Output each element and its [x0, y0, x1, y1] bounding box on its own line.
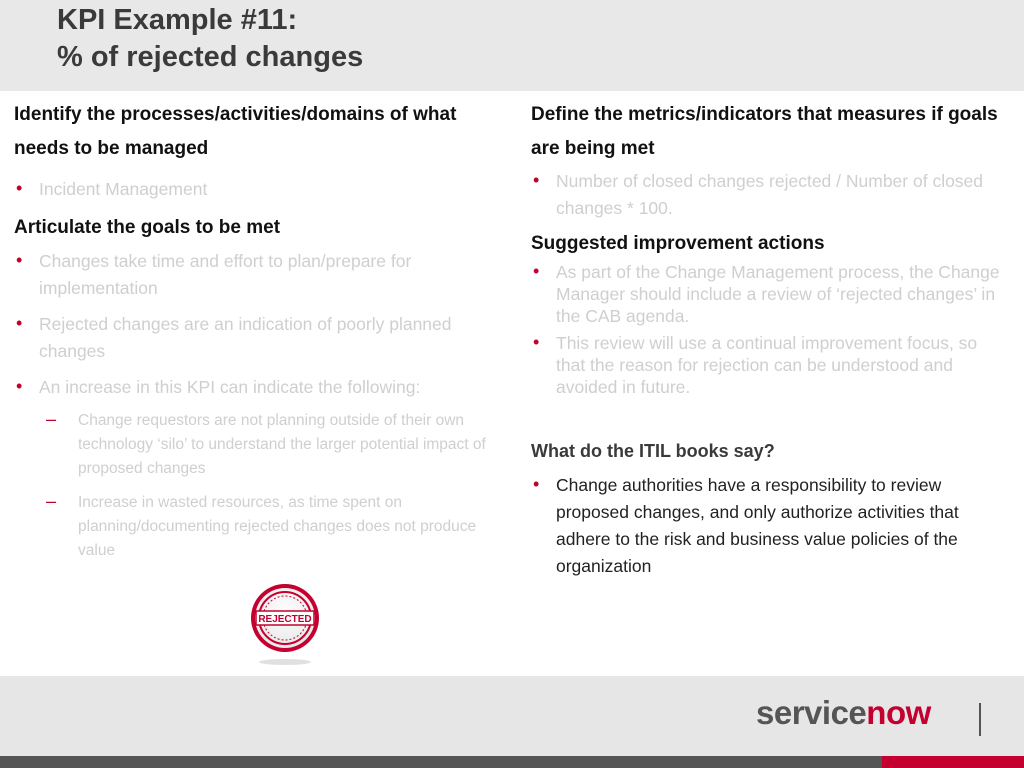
- heading-itil-books: What do the ITIL books say?: [531, 441, 775, 461]
- bullet-icon: •: [533, 261, 540, 281]
- logo-text-now: now: [866, 694, 931, 731]
- bullet-icon: •: [533, 170, 540, 190]
- dash-icon: –: [46, 409, 57, 429]
- stamp-label: REJECTED: [258, 614, 312, 625]
- bullet-icon: •: [16, 376, 23, 396]
- list-item: [14, 176, 504, 203]
- list-item: [14, 311, 504, 365]
- bullet-icon: •: [533, 474, 540, 494]
- bullet-text: This review will use a continual improvement focus, so that the reason for rejection can be understood and avoided in future.: [556, 333, 978, 397]
- right-column: [531, 98, 1011, 580]
- bullet-text: An increase in this KPI can indicate the following:: [39, 377, 421, 397]
- list-item: [14, 248, 504, 302]
- sub-bullet-text: Increase in wasted resources, as time spent on planning/documenting rejected changes does not produce value: [78, 494, 477, 559]
- bullet-text: Number of closed changes rejected / Number of closed changes * 100.: [556, 171, 984, 218]
- logo-divider: [979, 703, 981, 736]
- logo-text-service: service: [756, 694, 867, 731]
- heading-articulate-goals: Articulate the goals to be met: [14, 217, 281, 238]
- bullet-icon: •: [16, 313, 23, 333]
- slide-title-line-1: KPI Example #11:: [57, 4, 298, 36]
- left-column: [14, 98, 504, 563]
- list-item: [531, 261, 1011, 327]
- heading-improvement-actions: Suggested improvement actions: [531, 233, 825, 254]
- bullet-text: Rejected changes are an indication of poorly planned changes: [39, 314, 452, 361]
- bottom-accent-strip: [882, 756, 1024, 768]
- bullet-text: Change authorities have a responsibility to review proposed changes, and only authorize activities that adhere to the risk and business value policies of the organization: [556, 475, 959, 576]
- bottom-strip: [0, 756, 882, 768]
- bullet-icon: •: [16, 250, 23, 270]
- bullet-text: Incident Management: [39, 179, 208, 199]
- bullet-icon: •: [16, 178, 23, 198]
- heading-identify-processes: Identify the processes/activities/domains of what needs to be managed: [14, 104, 457, 159]
- dash-icon: –: [46, 491, 57, 511]
- list-item: [531, 472, 1011, 580]
- sub-list-item: [14, 409, 504, 481]
- rejected-stamp-icon: [247, 582, 323, 666]
- bullet-text: As part of the Change Management process, the Change Manager should include a review of ‘rejected changes’ in the CAB agenda.: [556, 262, 1000, 326]
- list-item: [531, 168, 1011, 222]
- slide-title-line-2: % of rejected changes: [57, 41, 364, 73]
- servicenow-logo: [756, 694, 931, 732]
- list-item: [14, 374, 504, 401]
- sub-list-item: [14, 491, 504, 563]
- heading-define-metrics: Define the metrics/indicators that measures if goals are being met: [531, 104, 998, 159]
- bullet-text: Changes take time and effort to plan/prepare for implementation: [39, 251, 412, 298]
- bullet-icon: •: [533, 332, 540, 352]
- sub-bullet-text: Change requestors are not planning outside of their own technology ‘silo’ to understand the larger potential impact of proposed changes: [78, 412, 486, 477]
- title-bar: [0, 0, 1024, 91]
- list-item: [531, 332, 1011, 398]
